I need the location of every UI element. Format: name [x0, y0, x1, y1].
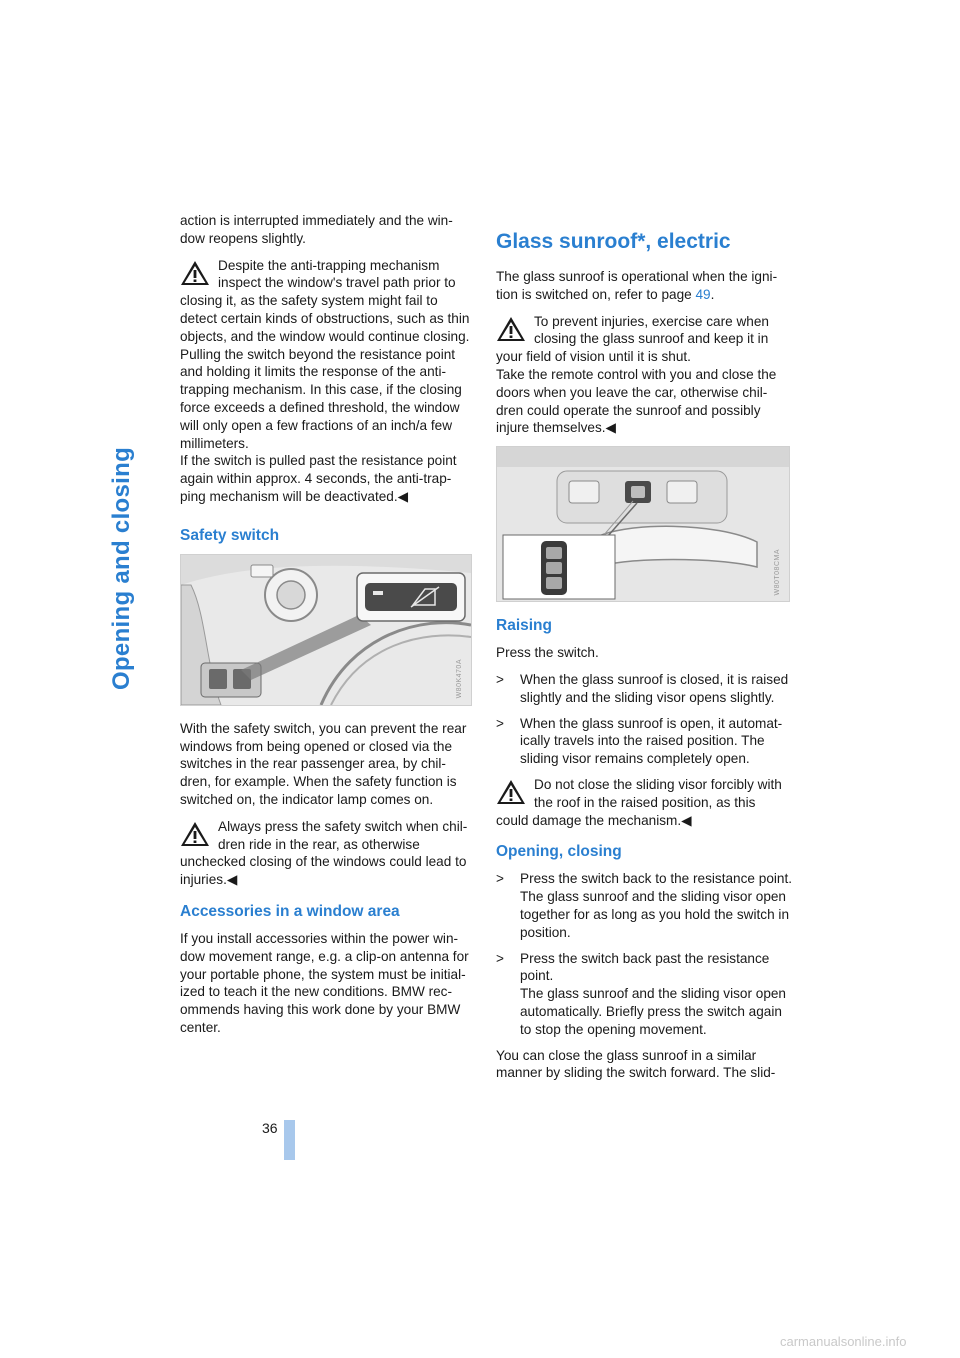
raising-paragraph: Press the switch. [496, 645, 599, 661]
sunroof-switch-illustration [497, 447, 789, 601]
warning-paragraph: If the switch is pulled past the resistance point again within approx. 4 seconds, the anti-trap-ping mechanism will be deactivated.◀ [180, 453, 457, 504]
warning-block [180, 818, 476, 889]
warning-paragraph: Pulling the switch beyond the resistance point and holding it limits the response of the anti-trapping mechanism. In this case, if the closing force exceeds a defined threshold, the window will only open a few fractions of an inch/a few millimeters. [180, 346, 462, 451]
page-reference-link[interactable]: 49 [695, 286, 711, 302]
warning-lead: Do not close the sliding visor forcibly with the roof in the raised position, as this [534, 776, 782, 810]
warning-triangle-icon [180, 820, 210, 848]
watermark: carmanualsonline.info [780, 1334, 907, 1349]
warning-text: your field of vision until it is shut. [496, 349, 691, 365]
figure-code: W80T08CMA [774, 548, 782, 596]
warning-lead: Always press the safety switch when chil-dren ride in the rear, as otherwise [218, 818, 468, 852]
accessories-heading: Accessories in a window area [180, 902, 400, 920]
warning-triangle-icon [180, 259, 210, 287]
glass-sunroof-heading: Glass sunroof*, electric [496, 230, 731, 253]
safety-switch-heading: Safety switch [180, 526, 280, 544]
right-column [496, 212, 792, 1091]
warning-text: could damage the mechanism.◀ [496, 812, 692, 828]
safety-switch-paragraph: With the safety switch, you can prevent the rear windows from being opened or closed via the switches in the rear passenger area, by chil-dren, for example. When the safety function is switched on, the indicator lamp comes on. [180, 720, 467, 807]
sunroof-switch-figure [496, 446, 790, 602]
warning-triangle-icon [496, 778, 526, 806]
warning-triangle-icon [496, 315, 526, 343]
list-item: > Press the switch back past the resistance point. The glass sunroof and the sliding visor open automatically. Briefly press the switch again to stop the opening movement. [496, 950, 786, 1037]
page-number: 36 [262, 1120, 278, 1136]
warning-text: closing it, as the safety system might fail to detect certain kinds of obstructions, such as thin objects, and the window would continue closing. [180, 293, 470, 344]
section-title: Opening and closing [108, 446, 135, 690]
warning-block [496, 776, 792, 829]
warning-block [496, 313, 792, 438]
list-item: > When the glass sunroof is closed, it is raised slightly and the sliding visor opens slightly. [496, 671, 789, 705]
warning-text: unchecked closing of the windows could lead to injuries.◀ [180, 854, 467, 888]
sunroof-intro: The glass sunroof is operational when the igni-tion is switched on, refer to page 49. [496, 269, 778, 302]
warning-paragraph: Take the remote control with you and close the doors when you leave the car, otherwise chil-dren could operate the sunroof and possibly injure themselves.◀ [496, 366, 777, 436]
list-item: > Press the switch back to the resistance point. The glass sunroof and the sliding visor open together for as long as you hold the switch in position. [496, 871, 793, 940]
intro-paragraph: action is interrupted immediately and the win-dow reopens slightly. [180, 213, 453, 246]
left-column [180, 212, 476, 1046]
safety-switch-illustration [181, 555, 471, 705]
list-item: > When the glass sunroof is open, it automat-ically travels into the raised position. The sliding visor remains completely open. [496, 715, 783, 767]
warning-lead: Despite the anti-trapping mechanism inspect the window's travel path prior to [218, 257, 456, 291]
safety-switch-figure [180, 554, 472, 706]
accessories-paragraph: If you install accessories within the power win-dow movement range, e.g. a clip-on antenna for your portable phone, the system must be initial-ized to teach it the new conditions. BMW rec-ommends having this work done by your BMW center. [180, 930, 469, 1035]
opening-closing-heading: Opening, closing [496, 843, 622, 861]
page-marker-bar [284, 1120, 295, 1160]
warning-lead: To prevent injuries, exercise care when closing the glass sunroof and keep it in [534, 313, 769, 347]
closing-paragraph: You can close the glass sunroof in a similar manner by sliding the switch forward. The slid- [496, 1047, 776, 1081]
figure-code: W80K470A [456, 659, 464, 699]
warning-block [180, 257, 476, 506]
raising-heading: Raising [496, 617, 552, 635]
